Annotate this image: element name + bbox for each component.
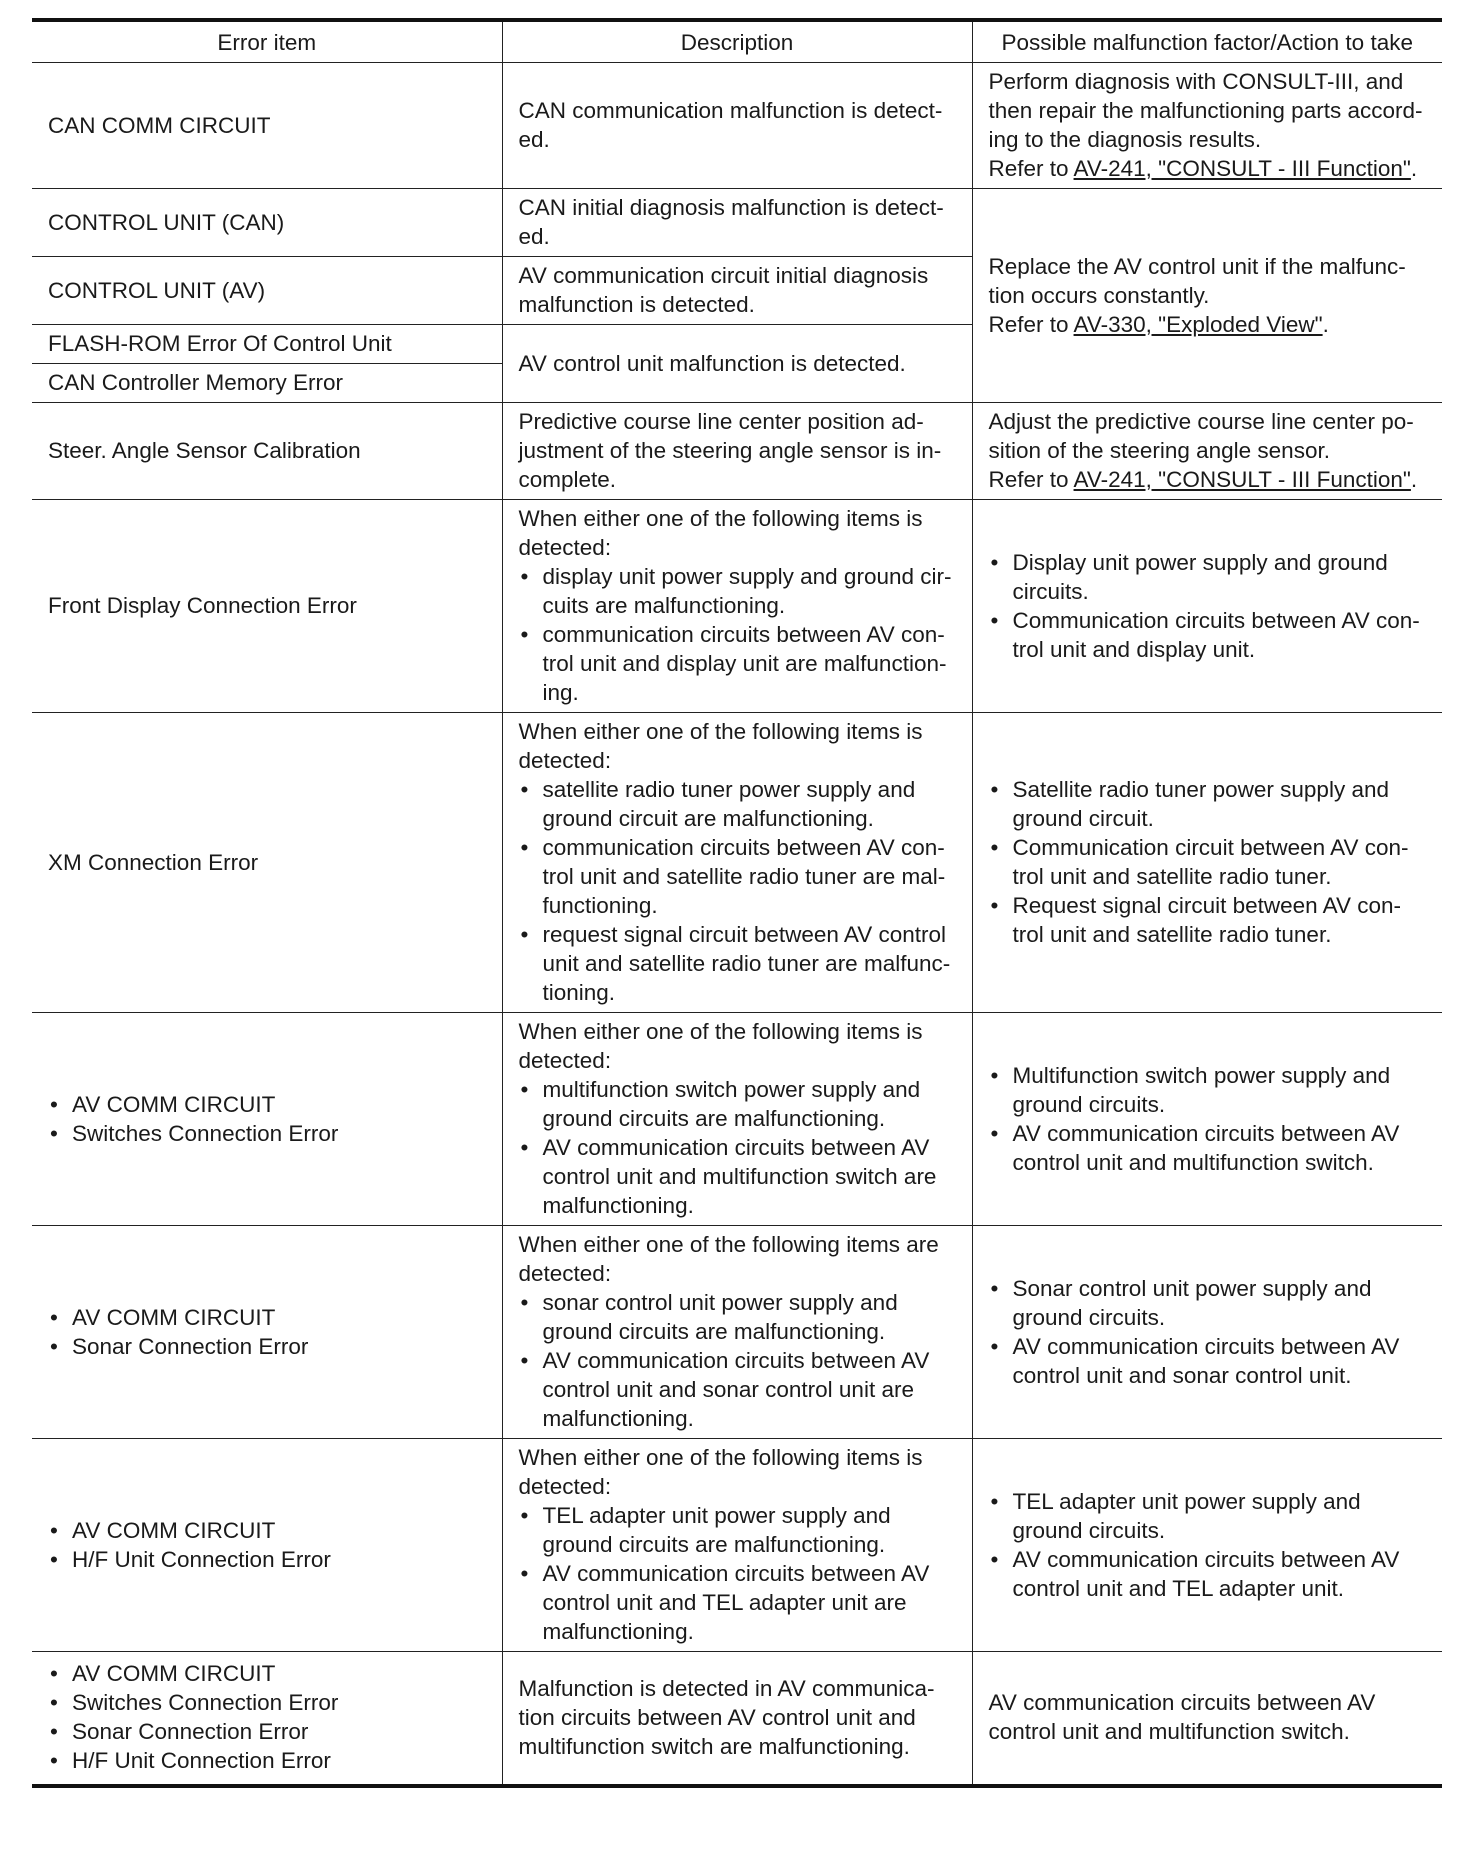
action-cell (972, 1439, 1442, 1652)
reference-link[interactable]: AV-330, "Exploded View" (1073, 311, 1323, 337)
description-list (519, 775, 958, 1007)
list-item: • TEL adapter unit power supply and ground circuits are malfunctioning. (519, 1501, 958, 1559)
list-item: • Sonar control unit power supply and ground circuits. (989, 1274, 1429, 1332)
error-item-cell (32, 1652, 502, 1786)
table-row (32, 189, 1442, 257)
reference-line (989, 154, 1429, 183)
list-item: • communication circuits between AV con-trol unit and satellite radio tuner are mal-functioning. (519, 833, 958, 920)
list-item: • TEL adapter unit power supply and ground circuits. (989, 1487, 1429, 1545)
description-cell (502, 1439, 972, 1652)
error-item-list (48, 1659, 488, 1775)
table-row (32, 1013, 1442, 1226)
action-list (989, 1061, 1429, 1177)
header-action: Possible malfunction factor/Action to take (972, 20, 1442, 63)
action-text: Perform diagnosis with CONSULT-III, and then repair the malfunctioning parts accord-ing to the diagnosis results. (988, 69, 1423, 152)
description-cell (502, 500, 972, 713)
error-item-cell: Front Display Connection Error (32, 500, 502, 713)
description-list (519, 1501, 958, 1646)
list-item: • AV COMM CIRCUIT (48, 1516, 488, 1545)
reference-line (989, 310, 1429, 339)
header-error-item: Error item (32, 20, 502, 63)
list-item: • Sonar Connection Error (48, 1717, 488, 1746)
list-item: • sonar control unit power supply and ground circuits are malfunctioning. (519, 1288, 958, 1346)
action-list (989, 1487, 1429, 1603)
list-item: • AV communication circuits between AV control unit and TEL adapter unit. (989, 1545, 1429, 1603)
list-item: • Switches Connection Error (48, 1688, 488, 1717)
error-item-cell: CAN COMM CIRCUIT (32, 63, 502, 189)
reference-prefix: Refer to (988, 467, 1074, 492)
error-item-cell: CAN Controller Memory Error (32, 364, 502, 403)
description-cell: Malfunction is detected in AV communica-tion circuits between AV control unit and multifunction switch are malfunctioning. (502, 1652, 972, 1786)
description-cell: CAN communication malfunction is detect-ed. (502, 63, 972, 189)
list-item: • AV COMM CIRCUIT (48, 1090, 488, 1119)
description-cell (502, 713, 972, 1013)
list-item: • AV COMM CIRCUIT (48, 1659, 488, 1688)
list-item: • Communication circuits between AV con-trol unit and display unit. (989, 606, 1429, 664)
list-item: • AV communication circuits between AV control unit and sonar control unit are malfunctioning. (519, 1346, 958, 1433)
error-item-cell: CONTROL UNIT (AV) (32, 257, 502, 325)
list-item: • Display unit power supply and ground circuits. (989, 548, 1429, 606)
description-list (519, 562, 958, 707)
action-text: Adjust the predictive course line center po-sition of the steering angle sensor. (988, 409, 1414, 463)
table-row (32, 1226, 1442, 1439)
reference-prefix: Refer to (988, 156, 1074, 181)
error-item-cell (32, 1226, 502, 1439)
list-item: • Request signal circuit between AV con-trol unit and satellite radio tuner. (989, 891, 1429, 949)
list-item: • AV communication circuits between AV control unit and sonar control unit. (989, 1332, 1429, 1390)
description-cell (502, 1226, 972, 1439)
list-item: • display unit power supply and ground cir-cuits are malfunctioning. (519, 562, 958, 620)
action-cell (972, 63, 1442, 189)
description-intro: When either one of the following items is detected: (518, 1445, 923, 1499)
description-cell: CAN initial diagnosis malfunction is detect-ed. (502, 189, 972, 257)
reference-link[interactable]: AV-241, "CONSULT - III Function" (1073, 156, 1411, 181)
description-cell: AV control unit malfunction is detected. (502, 325, 972, 403)
error-item-list (48, 1516, 488, 1574)
error-item-list (48, 1090, 488, 1148)
action-cell (972, 1013, 1442, 1226)
reference-line (989, 465, 1429, 494)
error-item-cell (32, 1013, 502, 1226)
description-cell (502, 1013, 972, 1226)
reference-suffix: . (1410, 467, 1418, 492)
list-item: • multifunction switch power supply and ground circuits are malfunctioning. (519, 1075, 958, 1133)
action-list (989, 1274, 1429, 1390)
table-row (32, 403, 1442, 500)
document-page (32, 18, 1442, 1788)
list-item: • request signal circuit between AV control unit and satellite radio tuner are malfunc-tioning. (519, 920, 958, 1007)
header-description: Description (502, 20, 972, 63)
description-cell: Predictive course line center position ad-justment of the steering angle sensor is in-complete. (502, 403, 972, 500)
list-item: • Multifunction switch power supply and ground circuits. (989, 1061, 1429, 1119)
list-item: • Satellite radio tuner power supply and ground circuit. (989, 775, 1429, 833)
error-item-cell: FLASH-ROM Error Of Control Unit (32, 325, 502, 364)
description-list (519, 1288, 958, 1433)
list-item: • H/F Unit Connection Error (48, 1545, 488, 1574)
error-item-list (48, 1303, 488, 1361)
error-item-cell: Steer. Angle Sensor Calibration (32, 403, 502, 500)
action-text: Replace the AV control unit if the malfunc-tion occurs constantly. (988, 253, 1406, 308)
list-item: • Communication circuit between AV con-trol unit and satellite radio tuner. (989, 833, 1429, 891)
table-row (32, 713, 1442, 1013)
error-item-table (32, 18, 1442, 1788)
table-header-row (32, 20, 1442, 63)
table-row (32, 1652, 1442, 1786)
list-item: • AV communication circuits between AV control unit and multifunction switch are malfunctioning. (519, 1133, 958, 1220)
description-intro: When either one of the following items is detected: (518, 1019, 923, 1073)
reference-prefix: Refer to (988, 311, 1074, 337)
description-intro: When either one of the following items is detected: (518, 506, 923, 560)
list-item: • communication circuits between AV con-trol unit and display unit are malfunction-ing. (519, 620, 958, 707)
description-list (519, 1075, 958, 1220)
table-row (32, 500, 1442, 713)
list-item: • Switches Connection Error (48, 1119, 488, 1148)
table-row (32, 63, 1442, 189)
error-item-cell: CONTROL UNIT (CAN) (32, 189, 502, 257)
table-row (32, 1439, 1442, 1652)
description-intro: When either one of the following items are detected: (518, 1232, 939, 1286)
action-cell (972, 403, 1442, 500)
action-list (989, 548, 1429, 664)
action-cell: AV communication circuits between AV control unit and multifunction switch. (972, 1652, 1442, 1786)
error-item-cell: XM Connection Error (32, 713, 502, 1013)
action-list (989, 775, 1429, 949)
action-cell (972, 1226, 1442, 1439)
list-item: • H/F Unit Connection Error (48, 1746, 488, 1775)
reference-suffix: . (1410, 156, 1418, 181)
list-item: • AV communication circuits between AV control unit and TEL adapter unit are malfunctioning. (519, 1559, 958, 1646)
reference-suffix: . (1322, 311, 1329, 337)
description-cell: AV communication circuit initial diagnosis malfunction is detected. (502, 257, 972, 325)
list-item: • Sonar Connection Error (48, 1332, 488, 1361)
action-cell (972, 500, 1442, 713)
list-item: • AV communication circuits between AV control unit and multifunction switch. (989, 1119, 1429, 1177)
action-cell (972, 713, 1442, 1013)
action-cell-merged (972, 189, 1442, 403)
error-item-cell (32, 1439, 502, 1652)
list-item: • AV COMM CIRCUIT (48, 1303, 488, 1332)
list-item: • satellite radio tuner power supply and ground circuit are malfunctioning. (519, 775, 958, 833)
reference-link[interactable]: AV-241, "CONSULT - III Function" (1073, 467, 1411, 492)
description-intro: When either one of the following items is detected: (518, 719, 923, 773)
